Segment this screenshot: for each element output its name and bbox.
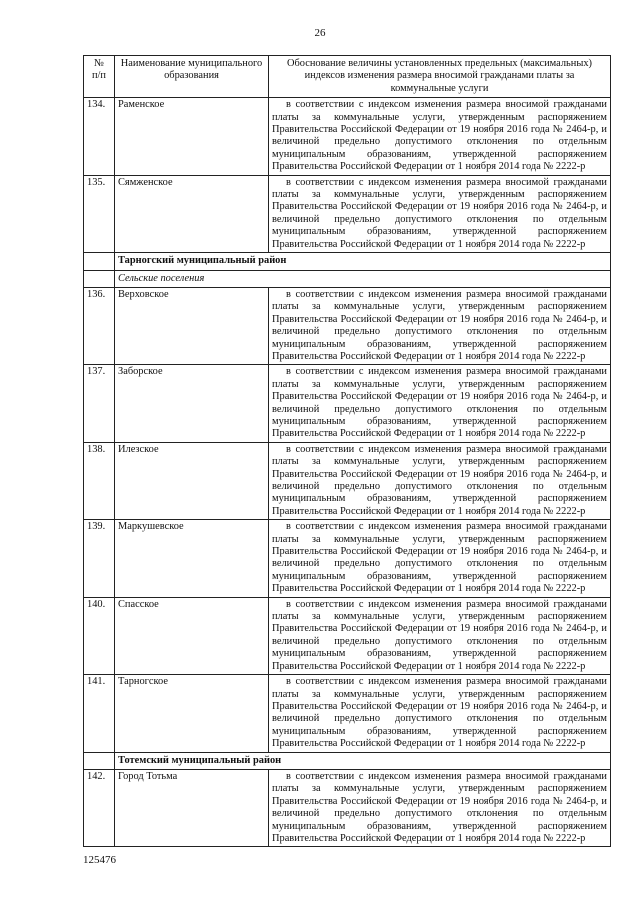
district-group-row: [84, 253, 611, 270]
district-name: Тотемский муниципальный район: [115, 752, 611, 769]
table-row: [84, 175, 611, 252]
index-basis-text: в соответствии с индексом изменения размера вносимой гражданами платы за коммунальные услуги, утвержденным распоряжением Правительства Российской Федерации от 19 ноября 2016 года № 2464-р, и величиной предельно допустимого отклонения по отдельным муниципальным образованиям, утвержденной распоряжением Правительства Российской Федерации от 1 ноября 2014 года № 2222-р: [269, 442, 611, 519]
table-row: [84, 98, 611, 175]
subgroup-row: [84, 270, 611, 287]
row-number: 138.: [84, 442, 115, 519]
table-body: [84, 98, 611, 847]
municipality-name: Верховское: [115, 287, 269, 364]
index-basis-text: в соответствии с индексом изменения размера вносимой гражданами платы за коммунальные услуги, утвержденным распоряжением Правительства Российской Федерации от 19 ноября 2016 года № 2464-р, и величиной предельно допустимого отклонения по отдельным муниципальным образованиям, утвержденной распоряжением Правительства Российской Федерации от 1 ноября 2014 года № 2222-р: [269, 675, 611, 752]
municipality-name: Спасское: [115, 597, 269, 674]
table-row: [84, 675, 611, 752]
municipal-index-table: [83, 55, 611, 847]
municipality-name: Илезское: [115, 442, 269, 519]
header-name: Наименование муниципального образования: [115, 56, 269, 98]
row-number: 137.: [84, 365, 115, 442]
index-basis-text: в соответствии с индексом изменения размера вносимой гражданами платы за коммунальные услуги, утвержденным распоряжением Правительства Российской Федерации от 19 ноября 2016 года № 2464-р, и величиной предельно допустимого отклонения по отдельным муниципальным образованиям, утвержденной распоряжением Правительства Российской Федерации от 1 ноября 2014 года № 2222-р: [269, 769, 611, 846]
empty-cell: [84, 253, 115, 270]
empty-cell: [84, 270, 115, 287]
municipality-name: Раменское: [115, 98, 269, 175]
table-header-row: [84, 56, 611, 98]
page-number: 26: [314, 27, 326, 39]
row-number: 134.: [84, 98, 115, 175]
table-row: [84, 287, 611, 364]
municipality-name: Заборское: [115, 365, 269, 442]
index-basis-text: в соответствии с индексом изменения размера вносимой гражданами платы за коммунальные услуги, утвержденным распоряжением Правительства Российской Федерации от 19 ноября 2016 года № 2464-р, и величиной предельно допустимого отклонения по отдельным муниципальным образованиям, утвержденной распоряжением Правительства Российской Федерации от 1 ноября 2014 года № 2222-р: [269, 175, 611, 252]
header-num: № п/п: [84, 56, 115, 98]
table-row: [84, 769, 611, 846]
row-number: 140.: [84, 597, 115, 674]
row-number: 135.: [84, 175, 115, 252]
index-basis-text: в соответствии с индексом изменения размера вносимой гражданами платы за коммунальные услуги, утвержденным распоряжением Правительства Российской Федерации от 19 ноября 2016 года № 2464-р, и величиной предельно допустимого отклонения по отдельным муниципальным образованиям, утвержденной распоряжением Правительства Российской Федерации от 1 ноября 2014 года № 2222-р: [269, 287, 611, 364]
table-row: [84, 365, 611, 442]
table-row: [84, 442, 611, 519]
document-code: 125476: [83, 854, 116, 866]
row-number: 141.: [84, 675, 115, 752]
row-number: 139.: [84, 520, 115, 597]
index-basis-text: в соответствии с индексом изменения размера вносимой гражданами платы за коммунальные услуги, утвержденным распоряжением Правительства Российской Федерации от 19 ноября 2016 года № 2464-р, и величиной предельно допустимого отклонения по отдельным муниципальным образованиям, утвержденной распоряжением Правительства Российской Федерации от 1 ноября 2014 года № 2222-р: [269, 597, 611, 674]
table-row: [84, 520, 611, 597]
municipality-name: Город Тотьма: [115, 769, 269, 846]
index-basis-text: в соответствии с индексом изменения размера вносимой гражданами платы за коммунальные услуги, утвержденным распоряжением Правительства Российской Федерации от 19 ноября 2016 года № 2464-р, и величиной предельно допустимого отклонения по отдельным муниципальным образованиям, утвержденной распоряжением Правительства Российской Федерации от 1 ноября 2014 года № 2222-р: [269, 98, 611, 175]
header-basis: Обоснование величины установленных предельных (максимальных) индексов изменения размера вносимой гражданами платы за коммунальные услуги: [269, 56, 611, 98]
index-basis-text: в соответствии с индексом изменения размера вносимой гражданами платы за коммунальные услуги, утвержденным распоряжением Правительства Российской Федерации от 19 ноября 2016 года № 2464-р, и величиной предельно допустимого отклонения по отдельным муниципальным образованиям, утвержденной распоряжением Правительства Российской Федерации от 1 ноября 2014 года № 2222-р: [269, 520, 611, 597]
municipality-name: Маркушевское: [115, 520, 269, 597]
district-group-row: [84, 752, 611, 769]
empty-cell: [84, 752, 115, 769]
row-number: 136.: [84, 287, 115, 364]
table-row: [84, 597, 611, 674]
district-name: Тарногский муниципальный район: [115, 253, 611, 270]
index-basis-text: в соответствии с индексом изменения размера вносимой гражданами платы за коммунальные услуги, утвержденным распоряжением Правительства Российской Федерации от 19 ноября 2016 года № 2464-р, и величиной предельно допустимого отклонения по отдельным муниципальным образованиям, утвержденной распоряжением Правительства Российской Федерации от 1 ноября 2014 года № 2222-р: [269, 365, 611, 442]
subgroup-label: Сельские поселения: [115, 270, 611, 287]
municipality-name: Сямженское: [115, 175, 269, 252]
row-number: 142.: [84, 769, 115, 846]
municipality-name: Тарногское: [115, 675, 269, 752]
